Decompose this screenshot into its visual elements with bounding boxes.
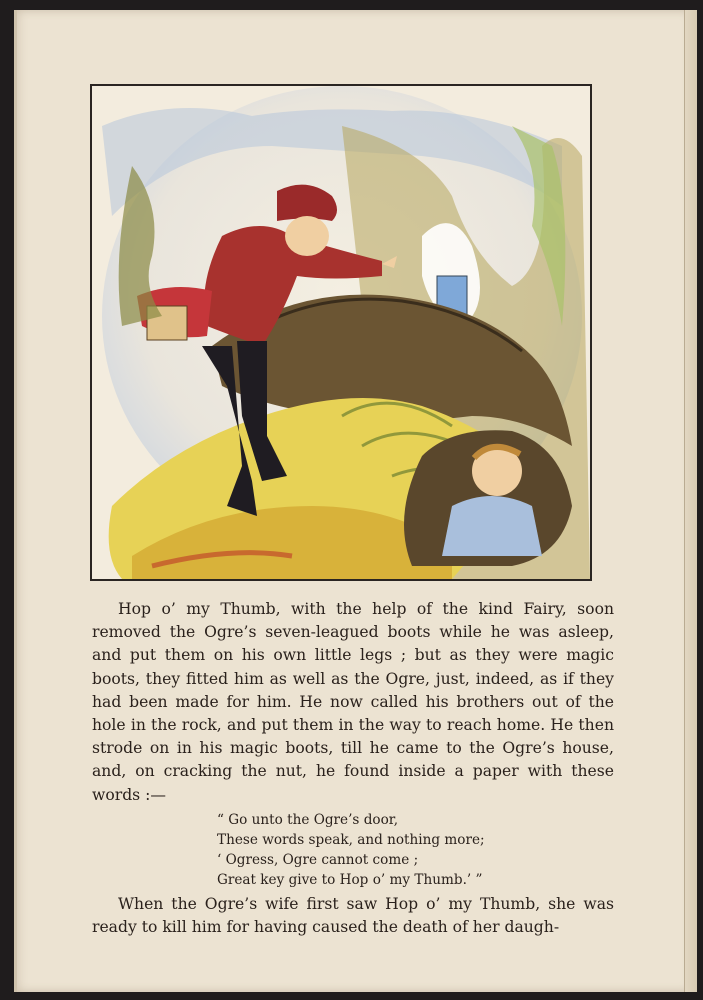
paragraph-2: When the Ogre’s wife first saw Hop o’ my Thumb, she was ready to kill him for having caused the death of her daugh- <box>92 894 614 937</box>
hop-face <box>285 216 329 256</box>
verse-line: Great key give to Hop o’ my Thumb.’ ” <box>217 871 483 888</box>
illustration <box>92 86 590 579</box>
paragraph-1: Hop o’ my Thumb, with the help of the kind Fairy, soon removed the Ogre’s seven-leagued boots while he was asleep, and put them on his own little legs ; but as they were magic boots, they fitted him as well as the Ogre, just, indeed, as if they had been made for him. He now called his brothers out of the hole in the rock, and put them in the way to reach home. He then strode on in his magic boots, till he came to the Ogre’s house, and, on cracking the nut, he found inside a paper with these words :— <box>92 600 614 804</box>
illustration-frame <box>90 84 592 581</box>
verse <box>217 810 614 890</box>
story-text <box>92 598 614 939</box>
page-gutter <box>684 10 697 992</box>
verse-line: ‘ Ogress, Ogre cannot come ; <box>217 851 419 868</box>
verse-line: “ Go unto the Ogre’s door, <box>217 811 399 828</box>
book-page <box>14 10 697 992</box>
verse-line: These words speak, and nothing more; <box>217 831 485 848</box>
